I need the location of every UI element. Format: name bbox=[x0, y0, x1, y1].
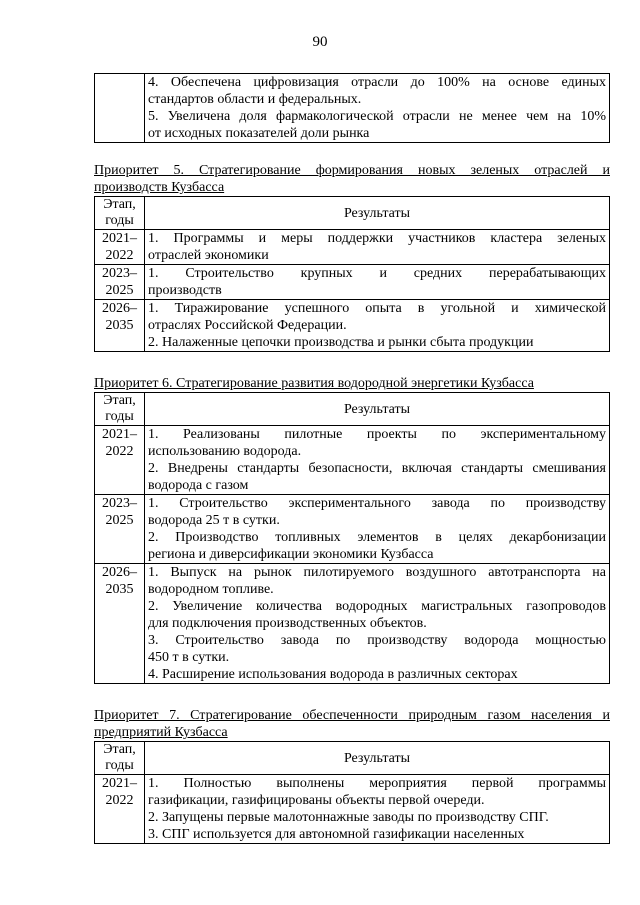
column-header-results: Результаты bbox=[145, 197, 610, 230]
result-item bbox=[148, 426, 606, 460]
result-item bbox=[148, 300, 606, 334]
priority-6-section bbox=[94, 375, 610, 684]
stage-line: 2021– bbox=[102, 776, 137, 791]
results-cell bbox=[145, 300, 610, 352]
result-item bbox=[148, 495, 606, 529]
column-header-stage bbox=[95, 197, 145, 230]
results-cell bbox=[145, 775, 610, 844]
results-table bbox=[94, 73, 610, 143]
stage-cell bbox=[95, 265, 145, 300]
text-line: 3. СПГ используется для автономной газификации населенных bbox=[148, 827, 525, 842]
result-item bbox=[148, 809, 606, 826]
result-item bbox=[148, 826, 606, 843]
text-line: Приоритет 6. Стратегирование развития водородной энергетики Кузбасса bbox=[94, 376, 534, 391]
results-table bbox=[94, 196, 610, 352]
stage-cell bbox=[95, 564, 145, 684]
table-row bbox=[95, 775, 610, 844]
table-header-row bbox=[95, 197, 610, 230]
stage-line: 2022 bbox=[105, 444, 134, 459]
stage-line: 2022 bbox=[105, 793, 134, 808]
priority-7-section bbox=[94, 707, 610, 844]
column-header-stage bbox=[95, 742, 145, 775]
section-heading bbox=[94, 375, 610, 392]
results-table bbox=[94, 741, 610, 844]
text-line: для подключения производственных объектов. bbox=[148, 616, 427, 631]
header-line: Этап, bbox=[103, 197, 136, 212]
text-line: производств Кузбасса bbox=[94, 180, 225, 195]
text-line: 1. Выпуск на рынок пилотируемого воздушного автотранспорта на bbox=[148, 565, 606, 580]
section-heading bbox=[94, 707, 610, 741]
text-line: от исходных показателей доли рынка bbox=[148, 126, 370, 141]
results-cell bbox=[145, 265, 610, 300]
result-item bbox=[148, 230, 606, 264]
results-table bbox=[94, 392, 610, 684]
text-line: использованию водорода. bbox=[148, 444, 302, 459]
text-line: Приоритет 5. Стратегирование формирования новых зеленых отраслей и bbox=[94, 163, 610, 178]
stage-cell bbox=[95, 230, 145, 265]
stage-line: 2023– bbox=[102, 266, 137, 281]
table-row bbox=[95, 495, 610, 564]
text-line: отраслей экономики bbox=[148, 248, 269, 263]
header-line: годы bbox=[105, 213, 134, 228]
text-line: водородном топливе. bbox=[148, 582, 274, 597]
column-header-results: Результаты bbox=[145, 393, 610, 426]
table-row bbox=[95, 230, 610, 265]
stage-cell bbox=[95, 74, 145, 143]
results-cell bbox=[145, 74, 610, 143]
text-line: 2. Производство топливных элементов в целях декарбонизации bbox=[148, 530, 606, 545]
text-line: водорода с газом bbox=[148, 478, 249, 493]
header-line: Этап, bbox=[103, 393, 136, 408]
header-line: годы bbox=[105, 758, 134, 773]
result-item bbox=[148, 564, 606, 598]
stage-cell bbox=[95, 426, 145, 495]
text-line: 2. Налаженные цепочки производства и рынки сбыта продукции bbox=[148, 335, 534, 350]
results-cell bbox=[145, 230, 610, 265]
text-line: 1. Тиражирование успешного опыта в угольной и химической bbox=[148, 301, 606, 316]
stage-line: 2035 bbox=[105, 318, 134, 333]
result-item bbox=[148, 598, 606, 632]
result-item bbox=[148, 666, 606, 683]
table-row bbox=[95, 564, 610, 684]
text-line: производств bbox=[148, 283, 222, 298]
text-line: водорода 25 т в сутки. bbox=[148, 513, 280, 528]
table-header-row bbox=[95, 742, 610, 775]
text-line: 4. Обеспечена цифровизация отрасли до 100% на основе единых bbox=[148, 75, 606, 90]
header-line: Этап, bbox=[103, 742, 136, 757]
stage-cell bbox=[95, 775, 145, 844]
table-header-row bbox=[95, 393, 610, 426]
text-line: 4. Расширение использования водорода в различных секторах bbox=[148, 667, 518, 682]
text-line: 1. Строительство крупных и средних перерабатывающих bbox=[148, 266, 606, 281]
stage-cell bbox=[95, 495, 145, 564]
priority-5-section bbox=[94, 162, 610, 352]
text-line: 3. Строительство завода по производству водорода мощностью bbox=[148, 633, 606, 648]
result-item bbox=[148, 632, 606, 666]
stage-line: 2026– bbox=[102, 565, 137, 580]
stage-line: 2035 bbox=[105, 582, 134, 597]
results-cell bbox=[145, 426, 610, 495]
section-heading bbox=[94, 162, 610, 196]
stage-line: 2021– bbox=[102, 231, 137, 246]
table-row bbox=[95, 74, 610, 143]
header-line: годы bbox=[105, 409, 134, 424]
result-item bbox=[148, 460, 606, 494]
column-header-results: Результаты bbox=[145, 742, 610, 775]
stage-line: 2025 bbox=[105, 283, 134, 298]
text-line: 1. Полностью выполнены мероприятия первой программы bbox=[148, 776, 606, 791]
text-line: 1. Строительство экспериментального завода по производству bbox=[148, 496, 606, 511]
text-line: 2. Запущены первые малотоннажные заводы по производству СПГ. bbox=[148, 810, 549, 825]
table-row bbox=[95, 265, 610, 300]
text-line: Приоритет 7. Стратегирование обеспеченности природным газом населения и bbox=[94, 708, 610, 723]
text-line: 450 т в сутки. bbox=[148, 650, 230, 665]
result-item bbox=[148, 529, 606, 563]
stage-line: 2021– bbox=[102, 427, 137, 442]
result-item bbox=[148, 334, 606, 351]
stage-line: 2023– bbox=[102, 496, 137, 511]
results-cell bbox=[145, 495, 610, 564]
text-line: региона и диверсификации экономики Кузбасса bbox=[148, 547, 434, 562]
result-item bbox=[148, 775, 606, 809]
text-line: предприятий Кузбасса bbox=[94, 725, 228, 740]
text-line: 1. Программы и меры поддержки участников кластера зеленых bbox=[148, 231, 606, 246]
result-item bbox=[148, 108, 606, 142]
stage-line: 2022 bbox=[105, 248, 134, 263]
column-header-stage bbox=[95, 393, 145, 426]
text-line: отраслях Российской Федерации. bbox=[148, 318, 347, 333]
text-line: 1. Реализованы пилотные проекты по экспериментальному bbox=[148, 427, 606, 442]
text-line: газификации, газифицированы объекты первой очереди. bbox=[148, 793, 485, 808]
text-line: 2. Увеличение количества водородных магистральных газопроводов bbox=[148, 599, 606, 614]
text-line: стандартов области и федеральных. bbox=[148, 92, 362, 107]
stage-cell bbox=[95, 300, 145, 352]
table-row bbox=[95, 300, 610, 352]
table-row bbox=[95, 426, 610, 495]
continued-results-table bbox=[94, 73, 610, 143]
text-line: 2. Внедрены стандарты безопасности, включая стандарты смешивания bbox=[148, 461, 606, 476]
stage-line: 2025 bbox=[105, 513, 134, 528]
results-cell bbox=[145, 564, 610, 684]
text-line: 5. Увеличена доля фармакологической отрасли не менее чем на 10% bbox=[148, 109, 606, 124]
result-item bbox=[148, 265, 606, 299]
stage-line: 2026– bbox=[102, 301, 137, 316]
page-number: 90 bbox=[312, 34, 328, 50]
result-item bbox=[148, 74, 606, 108]
